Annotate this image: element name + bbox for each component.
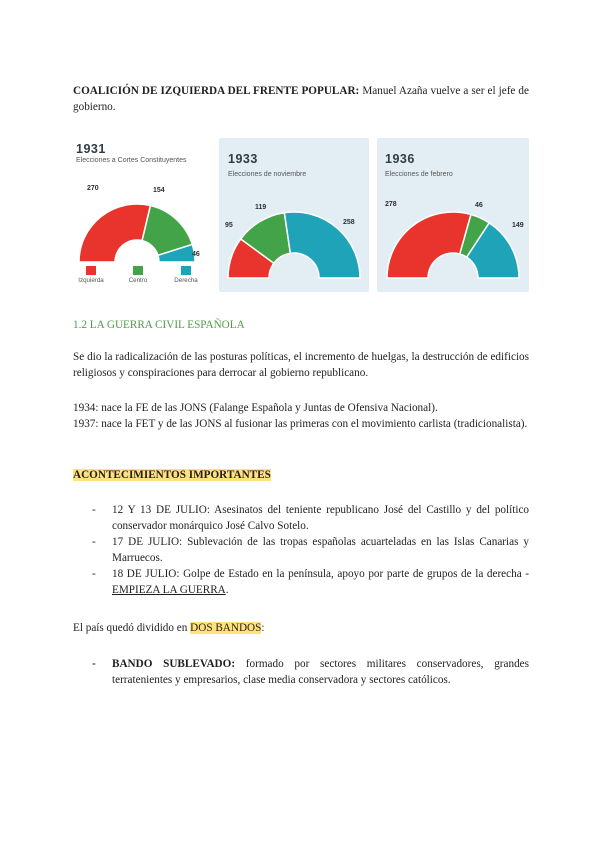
bandos-highlight: DOS BANDOS	[190, 622, 262, 634]
bando-sublevado-label: BANDO SUBLEVADO:	[112, 658, 236, 670]
panel-1936-chart	[377, 138, 529, 292]
event-item-2: 17 DE JULIO: Sublevación de las tropas españolas acuarteladas en las Islas Canarias y Marruecos.	[112, 536, 529, 564]
panel-1936-centro-value: 46	[475, 202, 483, 209]
panel-1933-izquierda-value: 95	[225, 222, 233, 229]
panel-1931-derecha-value: 46	[192, 251, 200, 258]
bando-sublevado-text: formado por sectores militares conservadores, grandes terratenientes y empresarios, clase media conservadora y sectores católicos.	[112, 658, 529, 686]
legend-centro: Centro	[123, 266, 153, 284]
events-list	[92, 502, 529, 598]
list-item: - BANDO SUBLEVADO: formado por sectores militares conservadores, grandes terratenientes y empresarios, clase media conservadora y sectores católicos.	[92, 658, 529, 686]
section-paragraph-1: Se dio la radicalización de las posturas políticas, el incremento de huelgas, la destrucción de edificios religiosos y conspiraciones para derrocar al gobierno republicano.	[73, 351, 529, 379]
panel-1936-derecha-value: 149	[512, 222, 524, 229]
panel-1936	[377, 138, 529, 292]
panel-1936-izquierda-segment	[387, 212, 471, 278]
section-heading: 1.2 LA GUERRA CIVIL ESPAÑOLA	[73, 319, 245, 331]
list-item: - 17 DE JULIO: Sublevación de las tropas españolas acuarteladas en las Islas Canarias y Marruecos.	[92, 536, 529, 564]
panel-1933-derecha-value: 258	[343, 219, 355, 226]
panel-1931-izquierda-value: 270	[87, 185, 99, 192]
panel-1936-subtitle: Elecciones de febrero	[385, 171, 453, 178]
legend-izquierda-swatch	[86, 266, 96, 275]
panel-1933-centro-value: 119	[255, 204, 267, 211]
panel-1933-subtitle: Elecciones de noviembre	[228, 171, 307, 178]
legend-izquierda: Izquierda	[73, 266, 109, 284]
panel-1931-subtitle: Elecciones a Cortes Constituyentes	[76, 157, 187, 164]
bandos-list	[92, 656, 529, 688]
intro-rest: Manuel Azaña vuelve a ser el jefe de gobierno.	[73, 85, 529, 113]
panel-1933-year: 1933	[228, 152, 258, 166]
list-item: - 12 Y 13 DE JULIO: Asesinatos del teniente republicano José del Castillo y del político conservador monárquico José Calvo Sotelo.	[92, 504, 529, 532]
section-paragraph-1937: 1937: nace la FET y de las JONS al fusionar las primeras con el movimiento carlista (tradicionalista).	[73, 418, 528, 430]
panel-1936-izquierda-value: 278	[385, 201, 397, 208]
panel-1936-year: 1936	[385, 152, 415, 166]
legend-derecha-swatch	[181, 266, 191, 275]
legend-derecha: Derecha	[169, 266, 203, 284]
panel-1931-centro-value: 154	[153, 187, 165, 194]
panel-1931	[67, 138, 209, 292]
panel-1931-izquierda-segment	[79, 204, 150, 262]
legend-centro-swatch	[133, 266, 143, 275]
intro-bold: COALICIÓN DE IZQUIERDA DEL FRENTE POPULAR:	[73, 85, 360, 97]
section-paragraph-1934: 1934: nace la FE de las JONS (Falange Española y Juntas de Ofensiva Nacional).	[73, 402, 438, 414]
event-item-3-underline: EMPIEZA LA GUERRA	[112, 584, 226, 596]
events-heading-line	[73, 467, 529, 483]
event-item-1: 12 Y 13 DE JULIO: Asesinatos del teniente republicano José del Castillo y del político conservador monárquico José Calvo Sotelo.	[112, 504, 529, 532]
panel-1931-year: 1931	[76, 142, 106, 156]
events-heading: ACONTECIMIENTOS IMPORTANTES	[73, 469, 271, 481]
election-results-figure	[67, 138, 529, 292]
panel-1933-chart	[219, 138, 369, 292]
bandos-intro: El país quedó dividido en DOS BANDOS:	[73, 622, 265, 634]
list-item: - 18 DE JULIO: Golpe de Estado en la península, apoyo por parte de grupos de la derecha - EMPIEZA LA GUERRA.	[92, 568, 529, 596]
intro-paragraph	[73, 83, 529, 115]
event-item-3: 18 DE JULIO: Golpe de Estado en la península, apoyo por parte de grupos de la derecha -	[112, 568, 529, 580]
panel-1933	[219, 138, 369, 292]
